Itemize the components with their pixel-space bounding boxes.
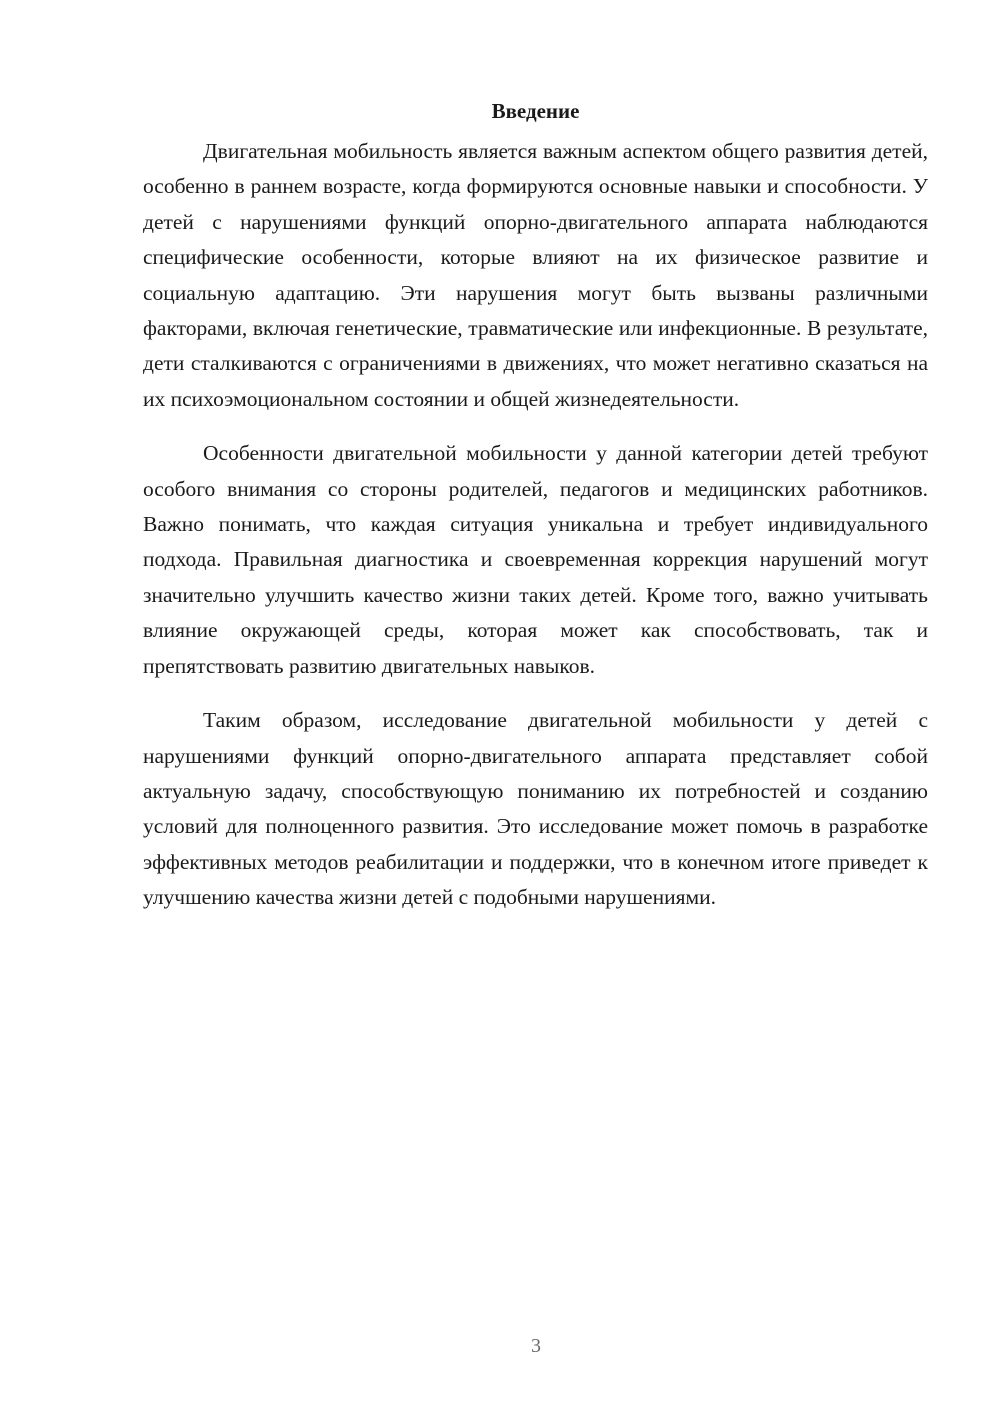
paragraph-1: Двигательная мобильность является важным аспектом общего развития детей, особенно в раннем возрасте, когда формируются основные навыки и способности. У детей с нарушениями функций опорно-двигательного аппарата наблюдаются специфические особенности, которые влияют на их физическое развитие и социальную адаптацию. Эти нарушения могут быть вызваны различными факторами, включая генетические, травматические или инфекционные. В результате, дети сталкиваются с ограничениями в движениях, что может негативно сказаться на их психоэмоциональном состоянии и общей жизнедеятельности. xyxy=(143,139,928,411)
page-content xyxy=(143,96,928,935)
section-heading: Введение xyxy=(491,99,580,123)
paragraph-2: Особенности двигательной мобильности у данной категории детей требуют особого внимания со стороны родителей, педагогов и медицинских работников. Важно понимать, что каждая ситуация уникальна и требует индивидуального подхода. Правильная диагностика и своевременная коррекция нарушений могут значительно улучшить качество жизни таких детей. Кроме того, важно учитывать влияние окружающей среды, которая может как способствовать, так и препятствовать развитию двигательных навыков. xyxy=(143,441,928,678)
paragraph-3: Таким образом, исследование двигательной мобильности у детей с нарушениями функций опорно-двигательного аппарата представляет собой актуальную задачу, способствующую пониманию их потребностей и созданию условий для полноценного развития. Это исследование может помочь в разработке эффективных методов реабилитации и поддержки, что в конечном итоге приведет к улучшению качества жизни детей с подобными нарушениями. xyxy=(143,708,928,910)
page-number: 3 xyxy=(531,1335,541,1357)
